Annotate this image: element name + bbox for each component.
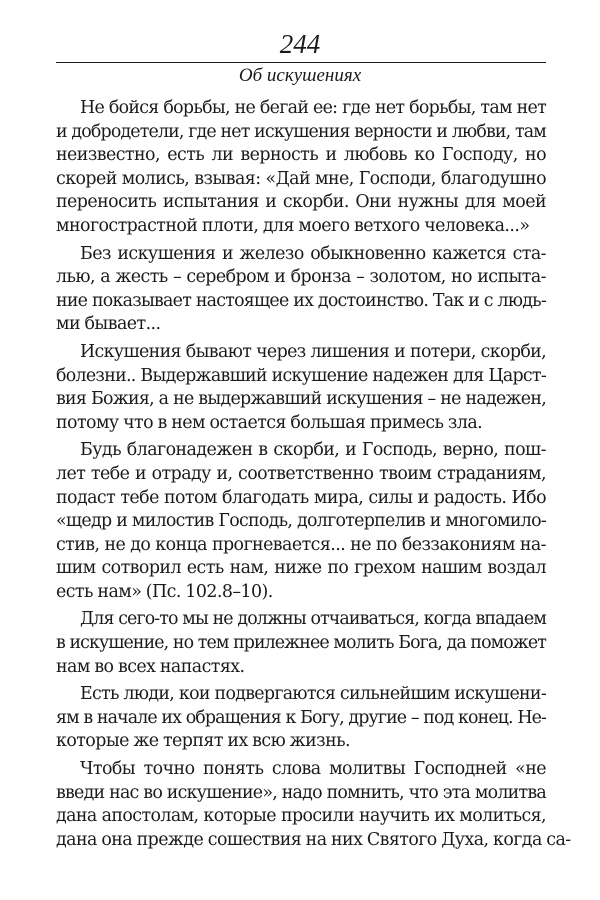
- text-line: «щедр и милостив Господь, долготерпелив и многомило-: [56, 511, 546, 532]
- text-line: Чтобы точно понять слова молитвы Господней «не: [80, 759, 546, 780]
- text-line: стив, не до конца прогневается... не по беззакониям на-: [56, 534, 546, 555]
- paragraph: [56, 341, 546, 435]
- body-text: [56, 97, 571, 856]
- text-line: и добродетели, где нет искушения верности и любви, там: [56, 121, 546, 142]
- text-line: лью, а жесть – серебром и бронза – золотом, но испыта-: [56, 267, 546, 288]
- paragraph: [56, 683, 546, 754]
- text-line: которые же терпят их всю жизнь.: [56, 731, 351, 752]
- paragraph: [56, 439, 546, 604]
- text-line: Есть люди, кои подвергаются сильнейшим искушени-: [80, 684, 546, 705]
- text-line: Будь благонадежен в скорби, и Господь, верно, пош-: [80, 440, 546, 461]
- text-line: многострастной плоти, для моего ветхого человека...»: [56, 215, 530, 236]
- text-line: ние показывает настоящее их достоинство. Так и с людь-: [56, 290, 546, 311]
- text-line: дана апостолам, которые просили научить их молиться,: [56, 806, 546, 827]
- text-line: ми бывает...: [56, 314, 161, 335]
- text-line: болезни.. Выдержавший искушение надежен для Царст-: [56, 365, 546, 386]
- text-line: неизвестно, есть ли верность и любовь ко Господу, но: [56, 145, 546, 166]
- text-line: переносить испытания и скорби. Они нужны для моей: [56, 192, 546, 213]
- text-line: есть нам» (Пс. 102.8–10).: [56, 581, 273, 602]
- text-line: скорей молись, взывая: «Дай мне, Господи, благодушно: [56, 168, 546, 189]
- text-line: лет тебе и отраду и, соответственно твоим страданиям,: [56, 463, 546, 484]
- text-line: в искушение, но тем прилежнее молить Бога, да поможет: [56, 633, 546, 654]
- text-line: Без искушения и железо обыкновенно кажется ста-: [80, 243, 546, 264]
- text-line: введи нас во искушение», надо помнить, что эта молитва: [56, 782, 546, 803]
- text-line: Не бойся борьбы, не бегай ее: где нет борьбы, там нет: [80, 98, 546, 118]
- paragraph: [56, 97, 546, 239]
- text-line: Для сего-то мы не должны отчаиваться, когда впадаем: [80, 609, 546, 630]
- text-line: шим сотворил есть нам, ниже по грехом нашим воздал: [56, 558, 546, 579]
- text-line: дана она прежде сошествия на них Святого Духа, когда са-: [56, 829, 571, 850]
- text-line: Искушения бывают через лишения и потери, скорби,: [80, 341, 546, 362]
- paragraph: [56, 758, 571, 852]
- text-line: вия Божия, а не выдержавший искушения – не надежен,: [56, 389, 546, 410]
- text-line: потому что в нем остается большая примесь зла.: [56, 412, 483, 433]
- text-line: нам во всех напастях.: [56, 656, 245, 677]
- paragraph: [56, 243, 546, 337]
- text-line: подаст тебе потом благодать мира, силы и радость. Ибо: [56, 487, 546, 508]
- page-number: 244: [279, 29, 321, 59]
- header-rule: [56, 62, 546, 63]
- paragraph: [56, 608, 546, 679]
- text-line: ям в начале их обращения к Богу, другие – под конец. Не-: [56, 707, 546, 728]
- running-head: Об искушениях: [238, 65, 362, 86]
